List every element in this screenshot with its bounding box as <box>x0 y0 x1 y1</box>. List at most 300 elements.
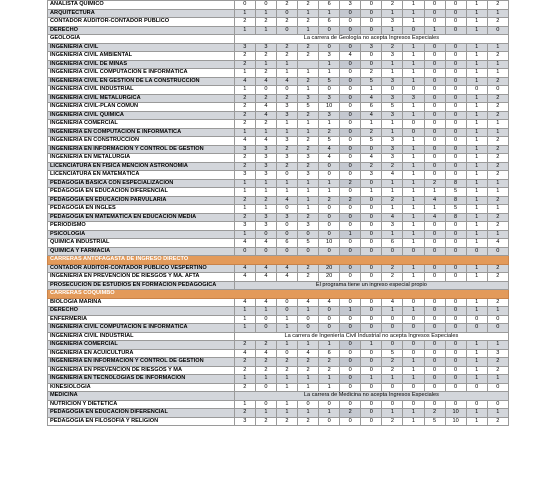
value-cell: 2 <box>298 111 319 120</box>
value-cell: 1 <box>361 375 382 384</box>
value-cell: 2 <box>276 366 297 375</box>
value-cell: 1 <box>298 86 319 95</box>
value-cell: 1 <box>403 103 424 112</box>
value-cell: 1 <box>403 69 424 78</box>
career-name-cell: PEDAGOGÍA EN EDUCACIÓN DIFERENCIAL <box>48 409 235 418</box>
value-cell: 4 <box>255 298 276 307</box>
value-cell: 5 <box>298 239 319 248</box>
value-cell: 6 <box>382 239 403 248</box>
value-cell: 0 <box>319 213 340 222</box>
career-name-cell: INGENIERÍA CIVIL QUÍMICA <box>48 111 235 120</box>
value-cell: 3 <box>487 349 508 358</box>
value-cell: 0 <box>445 111 466 120</box>
value-cell: 1 <box>382 69 403 78</box>
value-cell: 1 <box>255 60 276 69</box>
value-cell: 1 <box>487 205 508 214</box>
career-name-cell: CONTADOR AUDITOR-CONTADOR PÚBLICO VESPERTINO <box>48 264 235 273</box>
value-cell: 0 <box>319 171 340 180</box>
value-cell: 1 <box>466 213 487 222</box>
table-row <box>48 222 509 231</box>
value-cell: 0 <box>340 341 361 350</box>
value-cell: 1 <box>403 60 424 69</box>
value-cell: 1 <box>403 9 424 18</box>
value-cell: 0 <box>445 349 466 358</box>
value-cell: 0 <box>445 128 466 137</box>
table-row <box>48 18 509 27</box>
value-cell: 0 <box>340 9 361 18</box>
value-cell: 0 <box>403 247 424 256</box>
value-cell: 0 <box>382 341 403 350</box>
career-name-cell: PEDAGOGÍA EN EDUCACIÓN PARVULARIA <box>48 196 235 205</box>
value-cell: 0 <box>340 273 361 282</box>
value-cell: 1 <box>382 179 403 188</box>
value-cell: 2 <box>382 196 403 205</box>
value-cell: 1 <box>403 145 424 154</box>
value-cell: 4 <box>255 239 276 248</box>
value-cell: 1 <box>276 60 297 69</box>
value-cell: 4 <box>424 213 445 222</box>
value-cell: 1 <box>466 69 487 78</box>
value-cell: 0 <box>361 18 382 27</box>
value-cell: 0 <box>424 43 445 52</box>
value-cell: 0 <box>445 1 466 10</box>
value-cell: 1 <box>466 409 487 418</box>
table-note-row <box>48 281 509 290</box>
value-cell: 1 <box>466 18 487 27</box>
value-cell: 1 <box>298 128 319 137</box>
value-cell: 0 <box>276 349 297 358</box>
value-cell: 2 <box>382 273 403 282</box>
value-cell: 1 <box>403 52 424 61</box>
value-cell: 0 <box>424 86 445 95</box>
value-cell: 0 <box>445 264 466 273</box>
value-cell: 1 <box>466 239 487 248</box>
value-cell: 0 <box>340 26 361 35</box>
value-cell: 4 <box>276 273 297 282</box>
value-cell: 2 <box>487 298 508 307</box>
value-cell: 3 <box>319 94 340 103</box>
value-cell: 5 <box>298 103 319 112</box>
table-row <box>48 179 509 188</box>
value-cell: 0 <box>424 120 445 129</box>
value-cell: 1 <box>403 196 424 205</box>
value-cell: 1 <box>403 222 424 231</box>
table-row <box>48 111 509 120</box>
career-name-cell: INGENIERÍA CIVIL METALÚRGICA <box>48 94 235 103</box>
value-cell: 0 <box>319 26 340 35</box>
value-cell: 1 <box>319 375 340 384</box>
value-cell: 5 <box>319 137 340 146</box>
value-cell: 1 <box>255 9 276 18</box>
career-name-cell: INGENIERÍA CIVIL INDUSTRIAL <box>48 332 235 341</box>
value-cell: 3 <box>276 213 297 222</box>
value-cell: 3 <box>234 43 255 52</box>
career-name-cell: INGENIERÍA EN INFORMACIÓN Y CONTROL DE GESTIÓN <box>48 358 235 367</box>
value-cell: 2 <box>234 196 255 205</box>
value-cell: 2 <box>487 273 508 282</box>
value-cell: 4 <box>255 103 276 112</box>
table-row <box>48 77 509 86</box>
value-cell: 1 <box>298 26 319 35</box>
career-name-cell: INGENIERÍA CIVIL-PLAN COMUN <box>48 103 235 112</box>
value-cell: 2 <box>255 196 276 205</box>
career-name-cell: INGENIERÍA CIVIL <box>48 43 235 52</box>
value-cell: 1 <box>487 179 508 188</box>
value-cell: 1 <box>403 111 424 120</box>
value-cell: 1 <box>487 341 508 350</box>
value-cell: 1 <box>487 69 508 78</box>
value-cell: 0 <box>340 188 361 197</box>
value-cell: 1 <box>340 307 361 316</box>
career-name-cell: INGENIERÍA EN METALURGIA <box>48 154 235 163</box>
value-cell: 2 <box>234 383 255 392</box>
value-cell: 2 <box>382 162 403 171</box>
value-cell: 1 <box>466 154 487 163</box>
value-cell: 0 <box>319 247 340 256</box>
value-cell: 0 <box>445 383 466 392</box>
value-cell: 0 <box>298 230 319 239</box>
value-cell: 0 <box>340 315 361 324</box>
value-cell: 2 <box>276 52 297 61</box>
value-cell: 2 <box>234 341 255 350</box>
value-cell: 2 <box>424 409 445 418</box>
value-cell: 1 <box>255 205 276 214</box>
value-cell: 1 <box>403 162 424 171</box>
value-cell: 2 <box>487 1 508 10</box>
value-cell: 1 <box>466 103 487 112</box>
value-cell: 0 <box>424 230 445 239</box>
table-row <box>48 145 509 154</box>
value-cell: 0 <box>298 400 319 409</box>
value-cell: 0 <box>234 247 255 256</box>
table-row <box>48 230 509 239</box>
career-name-cell: PEDAGOGÍA BÁSICA CON ESPECIALIZACIÓN <box>48 179 235 188</box>
value-cell: 3 <box>298 154 319 163</box>
value-cell: 0 <box>382 400 403 409</box>
value-cell: 0 <box>466 315 487 324</box>
value-cell: 1 <box>487 60 508 69</box>
value-cell: 1 <box>298 205 319 214</box>
value-cell: 0 <box>403 26 424 35</box>
value-cell: 0 <box>361 307 382 316</box>
value-cell: 1 <box>403 409 424 418</box>
value-cell: 4 <box>319 298 340 307</box>
value-cell: 1 <box>466 26 487 35</box>
value-cell: 2 <box>361 69 382 78</box>
value-cell: 2 <box>276 358 297 367</box>
value-cell: 5 <box>424 417 445 426</box>
value-cell: 0 <box>361 145 382 154</box>
value-cell: 3 <box>361 43 382 52</box>
value-cell: 1 <box>466 162 487 171</box>
value-cell: 0 <box>276 247 297 256</box>
value-cell: 0 <box>340 86 361 95</box>
value-cell: 0 <box>403 349 424 358</box>
table-row <box>48 315 509 324</box>
value-cell: 0 <box>276 9 297 18</box>
value-cell: 1 <box>319 188 340 197</box>
note-cell: La carrera de Medicina no acepta Ingresos Especiales <box>234 392 508 401</box>
value-cell: 1 <box>403 43 424 52</box>
value-cell: 1 <box>403 18 424 27</box>
career-name-cell: DERECHO <box>48 307 235 316</box>
value-cell: 0 <box>255 230 276 239</box>
value-cell: 2 <box>298 162 319 171</box>
value-cell: 0 <box>424 315 445 324</box>
value-cell: 1 <box>424 26 445 35</box>
career-name-cell: NUTRICIÓN Y DIETÉTICA <box>48 400 235 409</box>
value-cell: 2 <box>234 18 255 27</box>
value-cell: 0 <box>255 315 276 324</box>
value-cell: 2 <box>234 103 255 112</box>
value-cell: 0 <box>487 324 508 333</box>
value-cell: 0 <box>382 383 403 392</box>
value-cell: 10 <box>445 409 466 418</box>
value-cell: 1 <box>382 375 403 384</box>
value-cell: 0 <box>403 86 424 95</box>
value-cell: 0 <box>424 358 445 367</box>
value-cell: 0 <box>340 120 361 129</box>
value-cell: 5 <box>382 103 403 112</box>
value-cell: 0 <box>276 222 297 231</box>
value-cell: 2 <box>298 52 319 61</box>
value-cell: 4 <box>255 264 276 273</box>
value-cell: 2 <box>487 52 508 61</box>
value-cell: 0 <box>487 383 508 392</box>
career-name-cell: INGENIERÍA CIVIL COMPUTACIÓN E INFORMÁTICA <box>48 324 235 333</box>
value-cell: 6 <box>276 239 297 248</box>
career-name-cell: INGENIERÍA COMERCIAL <box>48 341 235 350</box>
value-cell: 0 <box>276 298 297 307</box>
value-cell: 1 <box>382 9 403 18</box>
value-cell: 4 <box>234 137 255 146</box>
value-cell: 0 <box>319 400 340 409</box>
value-cell: 0 <box>424 137 445 146</box>
value-cell: 1 <box>298 196 319 205</box>
value-cell: 0 <box>340 247 361 256</box>
value-cell: 5 <box>361 137 382 146</box>
value-cell: 2 <box>487 171 508 180</box>
value-cell: 0 <box>319 324 340 333</box>
value-cell: 3 <box>276 137 297 146</box>
value-cell: 0 <box>466 247 487 256</box>
table-row <box>48 383 509 392</box>
value-cell: 5 <box>382 349 403 358</box>
value-cell: 1 <box>466 358 487 367</box>
value-cell: 0 <box>361 400 382 409</box>
value-cell: 1 <box>466 52 487 61</box>
value-cell: 1 <box>234 400 255 409</box>
value-cell: 1 <box>403 179 424 188</box>
value-cell: 0 <box>445 94 466 103</box>
value-cell: 0 <box>340 60 361 69</box>
table-row <box>48 205 509 214</box>
value-cell: 1 <box>276 120 297 129</box>
value-cell: 1 <box>276 69 297 78</box>
value-cell: 3 <box>340 1 361 10</box>
value-cell: 3 <box>255 154 276 163</box>
table-row <box>48 103 509 112</box>
value-cell: 1 <box>276 400 297 409</box>
value-cell: 0 <box>424 383 445 392</box>
value-cell: 2 <box>276 145 297 154</box>
value-cell: 0 <box>403 315 424 324</box>
value-cell: 3 <box>255 171 276 180</box>
value-cell: 2 <box>234 213 255 222</box>
value-cell: 0 <box>361 230 382 239</box>
value-cell: 0 <box>403 324 424 333</box>
value-cell: 3 <box>382 18 403 27</box>
value-cell: 2 <box>234 409 255 418</box>
career-name-cell: QUIMICA INDUSTRIAL <box>48 239 235 248</box>
career-name-cell: ARQUITECTURA <box>48 9 235 18</box>
value-cell: 1 <box>403 375 424 384</box>
table-row <box>48 375 509 384</box>
value-cell: 0 <box>403 128 424 137</box>
value-cell: 1 <box>466 341 487 350</box>
value-cell: 3 <box>382 94 403 103</box>
table-row <box>48 213 509 222</box>
value-cell: 0 <box>445 247 466 256</box>
value-cell: 1 <box>403 307 424 316</box>
value-cell: 0 <box>319 162 340 171</box>
value-cell: 2 <box>298 417 319 426</box>
value-cell: 0 <box>445 239 466 248</box>
value-cell: 2 <box>487 358 508 367</box>
value-cell: 1 <box>234 205 255 214</box>
value-cell: 0 <box>424 18 445 27</box>
value-cell: 1 <box>466 222 487 231</box>
value-cell: 0 <box>319 307 340 316</box>
value-cell: 0 <box>340 94 361 103</box>
value-cell: 0 <box>487 400 508 409</box>
value-cell: 2 <box>487 213 508 222</box>
value-cell: 1 <box>276 341 297 350</box>
table-row <box>48 188 509 197</box>
value-cell: 3 <box>255 43 276 52</box>
value-cell: 0 <box>298 247 319 256</box>
value-cell: 1 <box>466 298 487 307</box>
career-name-cell: PSICOLOGÍA <box>48 230 235 239</box>
value-cell: 0 <box>298 324 319 333</box>
value-cell: 2 <box>234 358 255 367</box>
value-cell: 2 <box>276 18 297 27</box>
table-note-row <box>48 35 509 44</box>
value-cell: 5 <box>319 77 340 86</box>
value-cell: 0 <box>445 69 466 78</box>
value-cell: 2 <box>298 145 319 154</box>
value-cell: 0 <box>424 1 445 10</box>
value-cell: 1 <box>424 205 445 214</box>
career-name-cell: PROSECUCIÓN DE ESTUDIOS EN FORMACIÓN PEDAGÓGICA <box>48 281 235 290</box>
value-cell: 6 <box>319 18 340 27</box>
career-name-cell: LICENCIATURA EN MATEMÁTICA <box>48 171 235 180</box>
value-cell: 1 <box>403 171 424 180</box>
table-row <box>48 409 509 418</box>
value-cell: 0 <box>340 264 361 273</box>
value-cell: 2 <box>487 222 508 231</box>
value-cell: 0 <box>466 86 487 95</box>
career-name-cell: PEDAGOGÍA EN MATEMÁTICA EN EDUCACIÓN MEDIA <box>48 213 235 222</box>
value-cell: 4 <box>234 239 255 248</box>
value-cell: 1 <box>466 137 487 146</box>
value-cell: 0 <box>445 103 466 112</box>
value-cell: 0 <box>445 137 466 146</box>
value-cell: 1 <box>382 60 403 69</box>
value-cell: 2 <box>234 120 255 129</box>
value-cell: 0 <box>424 52 445 61</box>
value-cell: 0 <box>361 222 382 231</box>
value-cell: 0 <box>466 324 487 333</box>
value-cell: 0 <box>340 77 361 86</box>
value-cell: 2 <box>487 145 508 154</box>
value-cell: 4 <box>255 111 276 120</box>
value-cell: 3 <box>319 111 340 120</box>
value-cell: 0 <box>255 324 276 333</box>
career-name-cell: INGENIERÍA CIVIL EN GESTIÓN DE LA CONSTRUCCION <box>48 77 235 86</box>
value-cell: 4 <box>255 349 276 358</box>
value-cell: 3 <box>382 222 403 231</box>
value-cell: 1 <box>487 120 508 129</box>
value-cell: 0 <box>340 162 361 171</box>
value-cell: 0 <box>445 400 466 409</box>
value-cell: 1 <box>466 205 487 214</box>
value-cell: 2 <box>234 111 255 120</box>
career-name-cell: PERIODISMO <box>48 222 235 231</box>
career-name-cell: KINESIOLOGÍA <box>48 383 235 392</box>
value-cell: 2 <box>382 417 403 426</box>
value-cell: 2 <box>276 417 297 426</box>
value-cell: 1 <box>466 264 487 273</box>
value-cell: 0 <box>445 9 466 18</box>
value-cell: 1 <box>403 213 424 222</box>
value-cell: 1 <box>234 230 255 239</box>
value-cell: 1 <box>466 230 487 239</box>
value-cell: 1 <box>340 230 361 239</box>
value-cell: 1 <box>319 179 340 188</box>
table-row <box>48 273 509 282</box>
value-cell: 3 <box>382 52 403 61</box>
value-cell: 2 <box>255 69 276 78</box>
value-cell: 2 <box>487 77 508 86</box>
career-name-cell: ENFERMERÍA <box>48 315 235 324</box>
value-cell: 3 <box>361 171 382 180</box>
value-cell: 0 <box>424 400 445 409</box>
table-row <box>48 43 509 52</box>
value-cell: 1 <box>403 205 424 214</box>
value-cell: 10 <box>319 103 340 112</box>
value-cell: 0 <box>382 86 403 95</box>
value-cell: 1 <box>466 128 487 137</box>
value-cell: 1 <box>319 409 340 418</box>
value-cell: 4 <box>487 239 508 248</box>
value-cell: 1 <box>276 128 297 137</box>
value-cell: 3 <box>298 171 319 180</box>
value-cell: 0 <box>319 205 340 214</box>
value-cell: 2 <box>382 1 403 10</box>
value-cell: 0 <box>424 298 445 307</box>
value-cell: 0 <box>424 239 445 248</box>
value-cell: 2 <box>298 264 319 273</box>
value-cell: 0 <box>340 239 361 248</box>
value-cell: 2 <box>382 43 403 52</box>
table-row <box>48 366 509 375</box>
value-cell: 8 <box>445 196 466 205</box>
value-cell: 0 <box>340 383 361 392</box>
value-cell: 0 <box>445 154 466 163</box>
value-cell: 1 <box>234 375 255 384</box>
table-row <box>48 417 509 426</box>
